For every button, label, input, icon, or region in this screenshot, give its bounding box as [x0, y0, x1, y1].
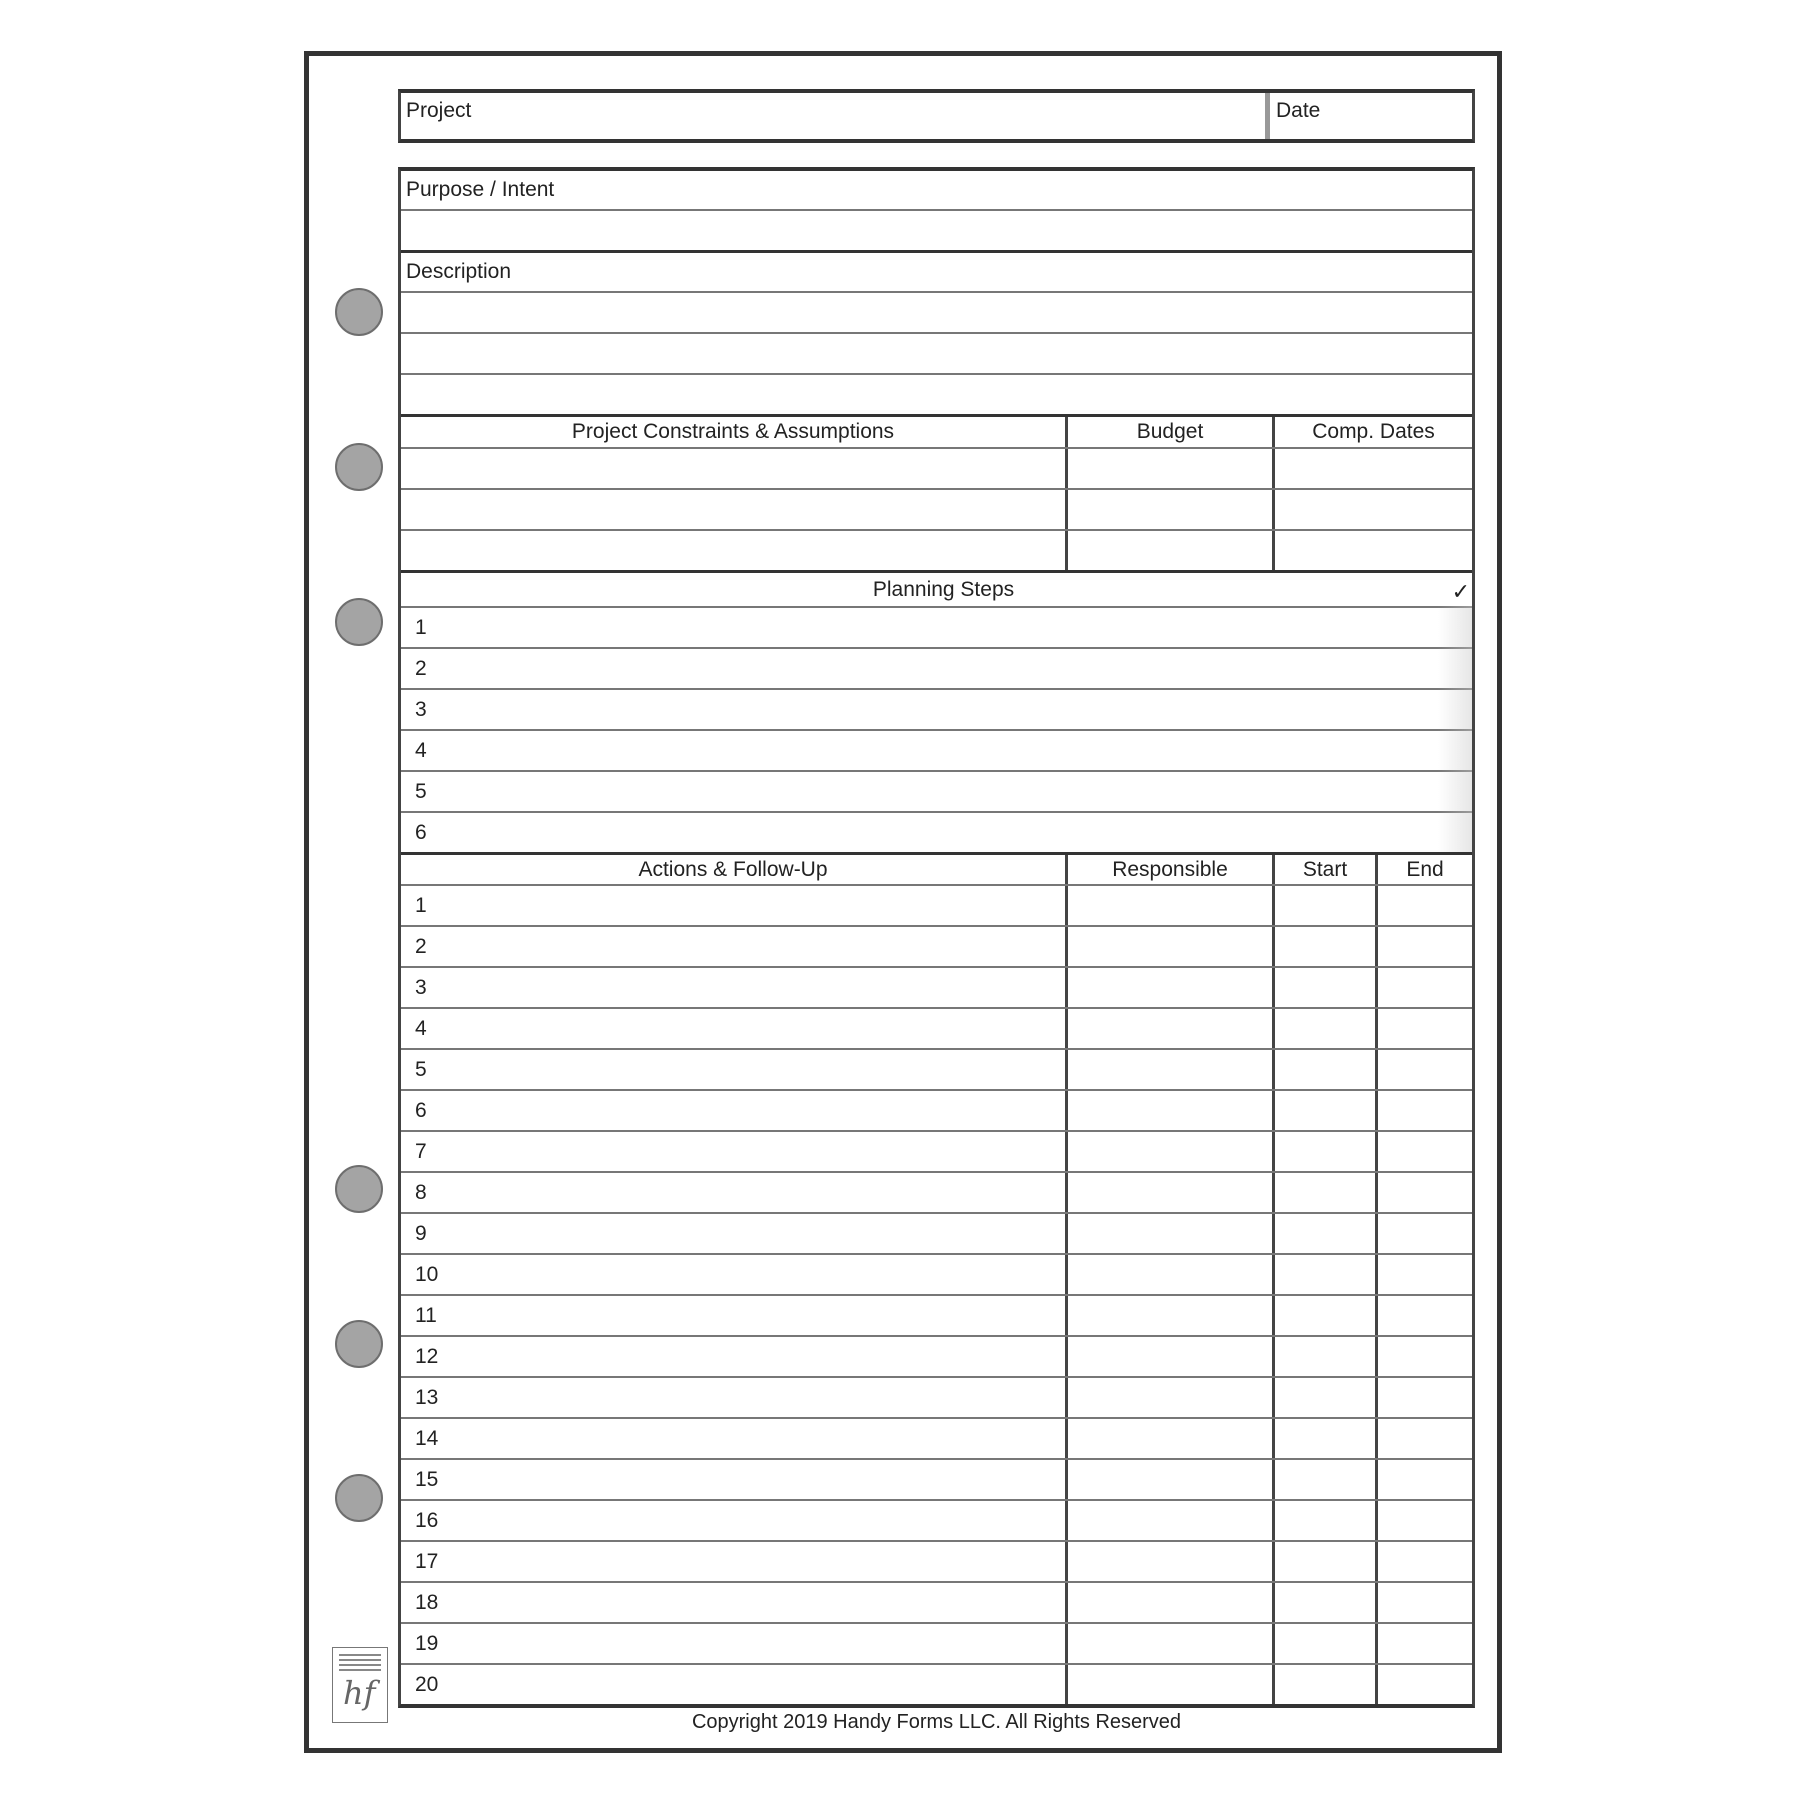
start-cell[interactable] — [1275, 1296, 1378, 1335]
start-header: Start — [1275, 855, 1378, 884]
action-cell[interactable] — [401, 1665, 1068, 1704]
comp-date-cell[interactable] — [1275, 449, 1472, 488]
responsible-cell[interactable] — [1068, 1255, 1275, 1294]
action-row-number: 9 — [415, 1221, 427, 1245]
end-cell[interactable] — [1378, 1091, 1472, 1130]
budget-cell[interactable] — [1068, 449, 1275, 488]
end-cell[interactable] — [1378, 1378, 1472, 1417]
action-cell[interactable] — [401, 1378, 1068, 1417]
checkmark-icon: ✓ — [1451, 579, 1470, 604]
end-cell[interactable] — [1378, 1501, 1472, 1540]
binder-hole — [335, 1320, 383, 1368]
start-cell[interactable] — [1275, 927, 1378, 966]
planning-row-number: 3 — [415, 697, 427, 721]
end-cell[interactable] — [1378, 1173, 1472, 1212]
project-label: Project — [406, 99, 472, 122]
budget-header: Budget — [1068, 417, 1275, 447]
start-cell[interactable] — [1275, 1009, 1378, 1048]
action-row — [401, 1417, 1472, 1458]
action-row — [401, 1540, 1472, 1581]
start-cell[interactable] — [1275, 1665, 1378, 1704]
description-line[interactable] — [401, 332, 1472, 373]
constraints-row — [401, 529, 1472, 570]
action-row-number: 15 — [415, 1467, 439, 1491]
planning-row-number: 5 — [415, 779, 427, 803]
constraints-header-row — [401, 417, 1472, 447]
end-cell[interactable] — [1378, 1214, 1472, 1253]
constraint-cell[interactable] — [401, 531, 1068, 570]
start-cell[interactable] — [1275, 968, 1378, 1007]
responsible-cell[interactable] — [1068, 1419, 1275, 1458]
action-row — [401, 1048, 1472, 1089]
end-cell[interactable] — [1378, 927, 1472, 966]
action-row-number: 20 — [415, 1672, 439, 1696]
responsible-cell[interactable] — [1068, 1665, 1275, 1704]
responsible-cell[interactable] — [1068, 1542, 1275, 1581]
action-row-number: 12 — [415, 1344, 439, 1368]
description-label: Description — [406, 260, 512, 283]
description-label-row — [401, 250, 1472, 291]
end-cell[interactable] — [1378, 1050, 1472, 1089]
responsible-cell[interactable] — [1068, 927, 1275, 966]
end-header: End — [1406, 857, 1444, 881]
start-cell[interactable] — [1275, 1419, 1378, 1458]
action-row-number: 5 — [415, 1057, 427, 1081]
start-cell[interactable] — [1275, 1214, 1378, 1253]
responsible-cell[interactable] — [1068, 1583, 1275, 1622]
planning-row[interactable] — [401, 647, 1472, 688]
start-cell[interactable] — [1275, 1255, 1378, 1294]
planning-steps-title: Planning Steps — [872, 577, 1015, 601]
binder-hole — [335, 1165, 383, 1213]
planning-steps-table — [401, 570, 1472, 852]
description-line[interactable] — [401, 373, 1472, 414]
action-rows — [401, 884, 1472, 1704]
planning-row-number: 6 — [415, 820, 427, 844]
action-row — [401, 1376, 1472, 1417]
actions-header: Actions & Follow-Up — [401, 855, 1068, 884]
action-row — [401, 966, 1472, 1007]
action-row-number: 2 — [415, 934, 427, 958]
actions-header-row — [401, 855, 1472, 884]
responsible-cell[interactable] — [1068, 1214, 1275, 1253]
responsible-cell[interactable] — [1068, 1050, 1275, 1089]
responsible-cell[interactable] — [1068, 1337, 1275, 1376]
constraints-row — [401, 447, 1472, 488]
responsible-cell[interactable] — [1068, 1624, 1275, 1663]
action-row-number: 7 — [415, 1139, 427, 1163]
start-cell[interactable] — [1275, 886, 1378, 925]
responsible-cell[interactable] — [1068, 968, 1275, 1007]
action-cell[interactable] — [401, 1214, 1068, 1253]
end-cell[interactable] — [1378, 1542, 1472, 1581]
purpose-label-row — [401, 171, 1472, 209]
purpose-label: Purpose / Intent — [406, 178, 555, 201]
start-cell[interactable] — [1275, 1337, 1378, 1376]
action-row — [401, 1663, 1472, 1704]
action-row-number: 8 — [415, 1180, 427, 1204]
responsible-cell[interactable] — [1068, 1132, 1275, 1171]
action-cell[interactable] — [401, 1501, 1068, 1540]
constraints-row — [401, 488, 1472, 529]
end-cell[interactable] — [1378, 1009, 1472, 1048]
start-cell[interactable] — [1275, 1501, 1378, 1540]
action-row-number: 11 — [415, 1303, 437, 1327]
actions-table — [401, 852, 1472, 1704]
project-planner-form — [398, 89, 1475, 1708]
action-row — [401, 884, 1472, 925]
end-cell[interactable] — [1378, 1337, 1472, 1376]
planning-row[interactable] — [401, 811, 1472, 852]
action-row — [401, 1171, 1472, 1212]
start-cell[interactable] — [1275, 1173, 1378, 1212]
planning-row-number: 2 — [415, 656, 427, 680]
action-row-number: 18 — [415, 1590, 439, 1614]
action-row — [401, 1089, 1472, 1130]
end-cell[interactable] — [1378, 1132, 1472, 1171]
action-cell[interactable] — [401, 1255, 1068, 1294]
action-row-number: 17 — [415, 1549, 439, 1573]
action-row-number: 4 — [415, 1016, 427, 1040]
end-cell[interactable] — [1378, 1624, 1472, 1663]
responsible-cell[interactable] — [1068, 1009, 1275, 1048]
project-date-header — [398, 89, 1475, 143]
planning-header-row — [401, 573, 1472, 606]
handy-forms-logo — [332, 1647, 388, 1723]
end-cell[interactable] — [1378, 1583, 1472, 1622]
action-row — [401, 1294, 1472, 1335]
start-cell[interactable] — [1275, 1378, 1378, 1417]
planning-row[interactable] — [401, 770, 1472, 811]
date-label: Date — [1276, 99, 1321, 122]
end-cell[interactable] — [1378, 886, 1472, 925]
action-cell[interactable] — [401, 927, 1068, 966]
planning-row-number: 4 — [415, 738, 427, 762]
binder-hole — [335, 288, 383, 336]
planning-row-number: 1 — [415, 615, 427, 639]
end-cell[interactable] — [1378, 1419, 1472, 1458]
action-row — [401, 1212, 1472, 1253]
responsible-cell[interactable] — [1068, 1460, 1275, 1499]
comp-date-cell[interactable] — [1275, 490, 1472, 529]
responsible-cell[interactable] — [1068, 1501, 1275, 1540]
action-cell[interactable] — [401, 1460, 1068, 1499]
planning-row[interactable] — [401, 606, 1472, 647]
responsible-cell[interactable] — [1068, 1296, 1275, 1335]
action-row — [401, 1458, 1472, 1499]
action-row — [401, 1130, 1472, 1171]
description-line[interactable] — [401, 291, 1472, 332]
binder-hole — [335, 598, 383, 646]
end-cell[interactable] — [1378, 968, 1472, 1007]
end-cell[interactable] — [1378, 1665, 1472, 1704]
action-cell[interactable] — [401, 1542, 1068, 1581]
binder-hole — [335, 1474, 383, 1522]
main-form-box — [398, 167, 1475, 1708]
budget-cell[interactable] — [1068, 531, 1275, 570]
action-row-number: 3 — [415, 975, 427, 999]
action-cell[interactable] — [401, 1132, 1068, 1171]
responsible-cell[interactable] — [1068, 1173, 1275, 1212]
end-cell[interactable] — [1378, 1296, 1472, 1335]
end-cell[interactable] — [1378, 1460, 1472, 1499]
responsible-cell[interactable] — [1068, 1378, 1275, 1417]
end-cell[interactable] — [1378, 1255, 1472, 1294]
action-row — [401, 1253, 1472, 1294]
action-cell[interactable] — [401, 1173, 1068, 1212]
responsible-header: Responsible — [1068, 855, 1275, 884]
start-cell[interactable] — [1275, 1583, 1378, 1622]
constraints-table — [401, 414, 1472, 570]
start-cell[interactable] — [1275, 1624, 1378, 1663]
action-row-number: 6 — [415, 1098, 427, 1122]
planning-row[interactable] — [401, 688, 1472, 729]
action-row-number: 16 — [415, 1508, 439, 1532]
logo-text: hf — [343, 1674, 376, 1712]
action-cell[interactable] — [401, 1009, 1068, 1048]
action-cell[interactable] — [401, 1296, 1068, 1335]
start-cell[interactable] — [1275, 1132, 1378, 1171]
binder-hole — [335, 443, 383, 491]
action-row — [401, 1581, 1472, 1622]
action-cell[interactable] — [401, 1091, 1068, 1130]
action-cell[interactable] — [401, 1419, 1068, 1458]
constraint-cell[interactable] — [401, 490, 1068, 529]
action-row — [401, 1335, 1472, 1376]
start-cell[interactable] — [1275, 1050, 1378, 1089]
action-row — [401, 1007, 1472, 1048]
action-cell[interactable] — [401, 886, 1068, 925]
responsible-cell[interactable] — [1068, 886, 1275, 925]
action-row — [401, 925, 1472, 966]
comp-dates-header: Comp. Dates — [1312, 420, 1435, 443]
purpose-line[interactable] — [401, 209, 1472, 250]
action-cell[interactable] — [401, 968, 1068, 1007]
action-row-number: 10 — [415, 1262, 439, 1286]
action-cell[interactable] — [401, 1624, 1068, 1663]
responsible-cell[interactable] — [1068, 1091, 1275, 1130]
action-cell[interactable] — [401, 1337, 1068, 1376]
start-cell[interactable] — [1275, 1091, 1378, 1130]
date-field[interactable] — [1270, 93, 1472, 139]
action-row-number: 1 — [415, 893, 427, 917]
action-cell[interactable] — [401, 1583, 1068, 1622]
constraint-cell[interactable] — [401, 449, 1068, 488]
copyright-text: Copyright 2019 Handy Forms LLC. All Rights Reserved — [691, 1711, 1182, 1733]
constraints-header: Project Constraints & Assumptions — [401, 417, 1068, 447]
comp-date-cell[interactable] — [1275, 531, 1472, 570]
start-cell[interactable] — [1275, 1542, 1378, 1581]
action-row-number: 13 — [415, 1385, 439, 1409]
action-row — [401, 1499, 1472, 1540]
action-row-number: 19 — [415, 1631, 439, 1655]
planning-row[interactable] — [401, 729, 1472, 770]
start-cell[interactable] — [1275, 1460, 1378, 1499]
project-field[interactable] — [401, 93, 1270, 139]
action-row-number: 14 — [415, 1426, 439, 1450]
action-row — [401, 1622, 1472, 1663]
budget-cell[interactable] — [1068, 490, 1275, 529]
action-cell[interactable] — [401, 1050, 1068, 1089]
